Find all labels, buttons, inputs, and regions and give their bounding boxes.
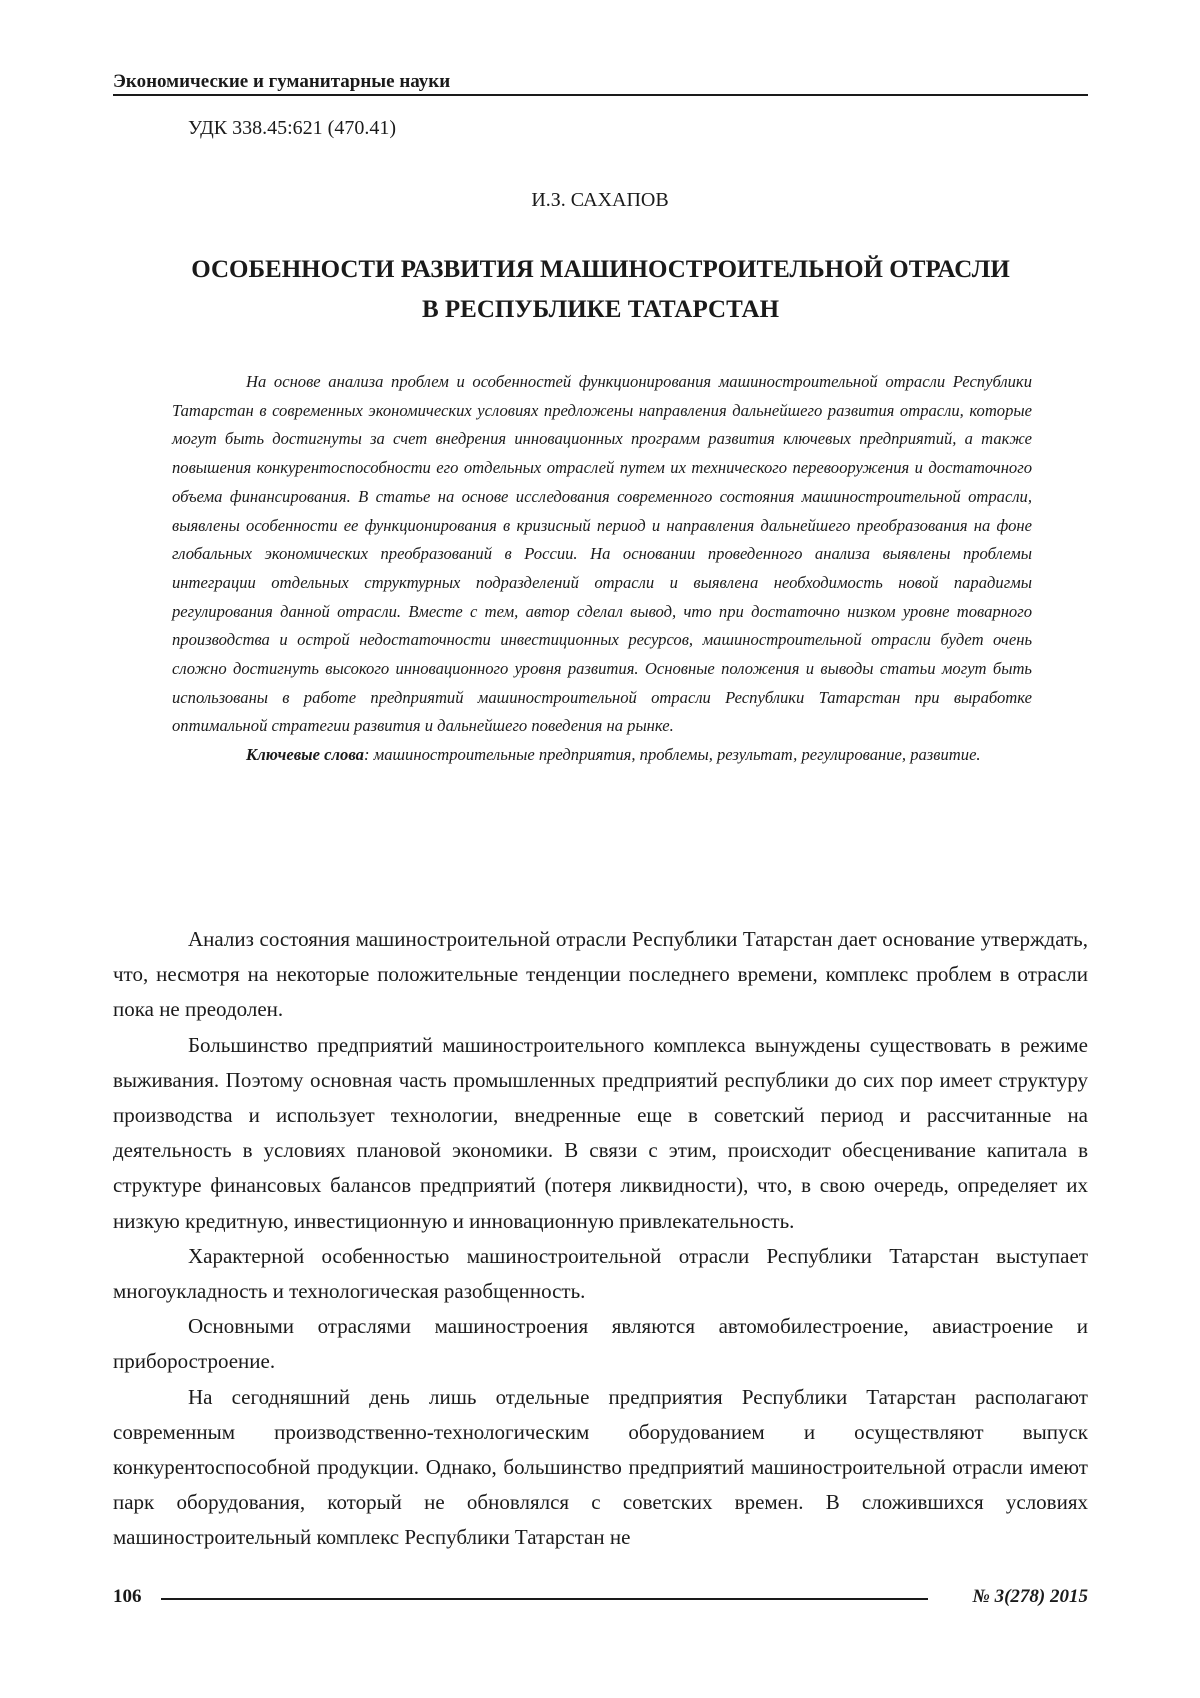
page-footer [113, 1582, 1088, 1612]
body-paragraph: Основными отраслями машиностроения являются автомобилестроение, авиастроение и приборостроение. [113, 1309, 1088, 1379]
keywords-text: : машиностроительные предприятия, проблемы, результат, регулирование, развитие. [364, 745, 981, 764]
keywords-label: Ключевые слова [246, 745, 364, 764]
footer-rule [161, 1598, 928, 1600]
article-title [113, 250, 1088, 330]
body-paragraph: Анализ состояния машиностроительной отрасли Республики Татарстан дает основание утверждать, что, несмотря на некоторые положительные тенденции последнего времени, комплекс проблем в отрасли пока не преодолен. [113, 922, 1088, 1028]
running-header: Экономические и гуманитарные науки [113, 70, 1088, 96]
page-number: 106 [113, 1582, 142, 1612]
abstract [172, 368, 1032, 770]
title-line-2: В РЕСПУБЛИКЕ ТАТАРСТАН [113, 290, 1088, 330]
keywords [172, 741, 1032, 770]
article-body [113, 922, 1088, 1556]
author-name: И.З. САХАПОВ [0, 187, 1200, 213]
body-paragraph: Характерной особенностью машиностроительной отрасли Республики Татарстан выступает многоукладность и технологическая разобщенность. [113, 1239, 1088, 1309]
journal-page [0, 0, 1200, 1698]
udk-code: УДК 338.45:621 (470.41) [188, 115, 396, 141]
body-paragraph: На сегодняшний день лишь отдельные предприятия Республики Татарстан располагают современным производственно-технологическим оборудованием и осуществляют выпуск конкурентоспособной продукции. Однако, большинство предприятий машиностроительной отрасли имеют парк оборудования, который не обновлялся с советских времен. В сложившихся условиях машиностроительный комплекс Республики Татарстан не [113, 1380, 1088, 1556]
body-paragraph: Большинство предприятий машиностроительного комплекса вынуждены существовать в режиме выживания. Поэтому основная часть промышленных предприятий республики до сих пор имеет структуру производства и использует технологии, внедренные еще в советский период и рассчитанные на деятельность в условиях плановой экономики. В связи с этим, происходит обесценивание капитала в структуре финансовых балансов предприятий (потеря ликвидности), что, в свою очередь, определяет их низкую кредитную, инвестиционную и инновационную привлекательность. [113, 1028, 1088, 1239]
abstract-text: На основе анализа проблем и особенностей функционирования машиностроительной отрасли Республики Татарстан в современных экономических условиях предложены направления дальнейшего развития отрасли, которые могут быть достигнуты за счет внедрения инновационных программ развития ключевых предприятий, а также повышения конкурентоспособности его отдельных отраслей путем их технического перевооружения и достаточного объема финансирования. В статье на основе исследования современного состояния машиностроительной отрасли, выявлены особенности ее функционирования в кризисный период и направления дальнейшего преобразования на фоне глобальных экономических преобразований в России. На основании проведенного анализа выявлены проблемы интеграции отдельных структурных подразделений отрасли и выявлена необходимость новой парадигмы регулирования данной отрасли. Вместе с тем, автор сделал вывод, что при достаточно низком уровне товарного производства и острой недостаточности инвестиционных ресурсов, машиностроительной отрасли будет очень сложно достигнуть высокого инновационного уровня развития. Основные положения и выводы статьи могут быть использованы в работе предприятий машиностроительной отрасли Республики Татарстан при выработке оптимальной стратегии развития и дальнейшего поведения на рынке. [172, 368, 1032, 741]
issue-number: № 3(278) 2015 [972, 1582, 1088, 1612]
title-line-1: ОСОБЕННОСТИ РАЗВИТИЯ МАШИНОСТРОИТЕЛЬНОЙ ОТРАСЛИ [113, 250, 1088, 290]
